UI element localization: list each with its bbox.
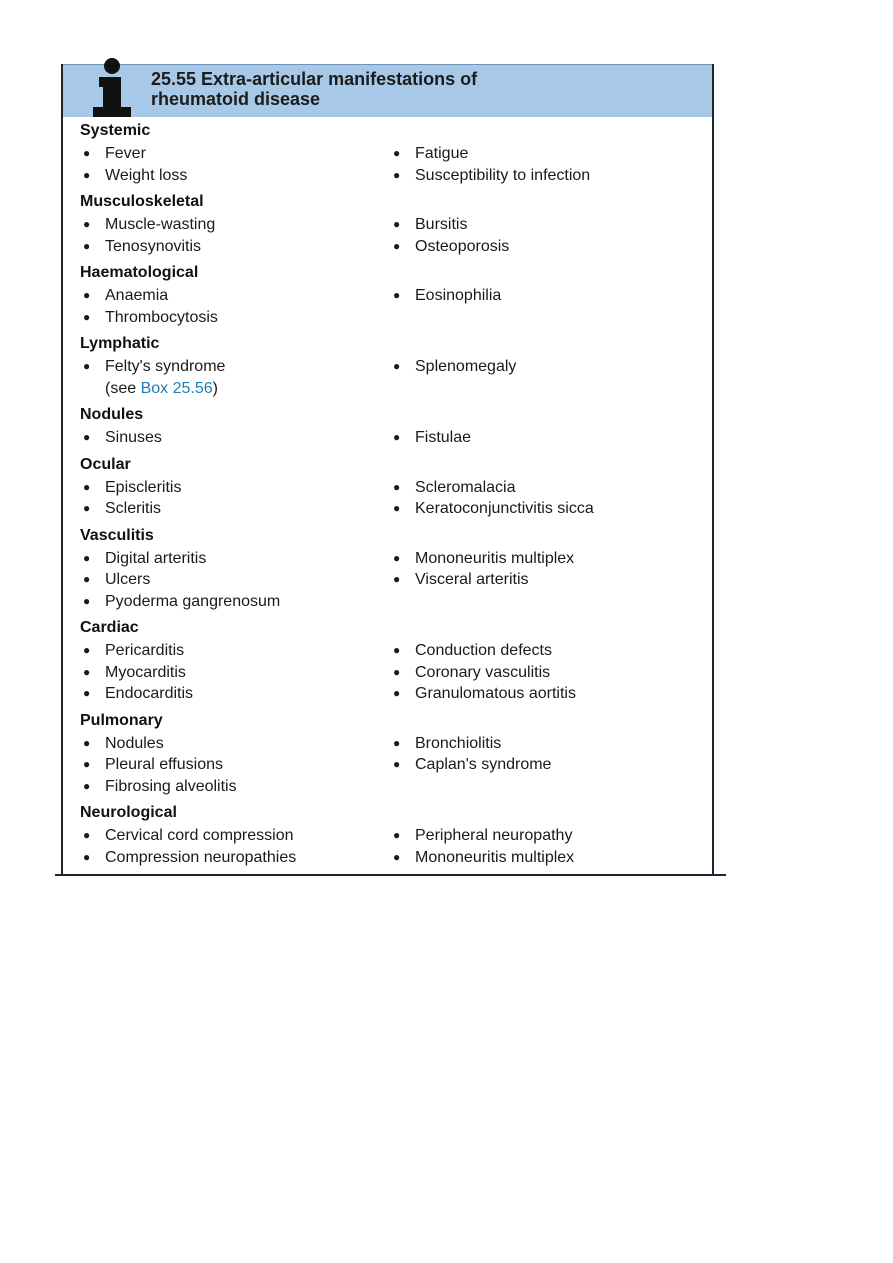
list-item bbox=[390, 640, 700, 662]
bullet-icon: ● bbox=[83, 828, 91, 842]
item-row bbox=[80, 776, 700, 798]
list-item bbox=[80, 356, 380, 399]
section-items bbox=[80, 733, 700, 798]
bullet-icon: ● bbox=[393, 686, 401, 700]
section-items bbox=[80, 356, 700, 399]
list-item bbox=[80, 683, 380, 705]
bullet-icon: ● bbox=[83, 550, 91, 565]
bullet-icon: ● bbox=[83, 757, 91, 771]
list-item-text: Mononeuritis multiplex bbox=[415, 848, 575, 866]
list-item bbox=[80, 143, 380, 165]
list-item bbox=[80, 236, 380, 258]
info-icon bbox=[89, 57, 135, 117]
box-content bbox=[80, 121, 700, 874]
list-item-text: Bursitis bbox=[415, 216, 468, 233]
list-item bbox=[390, 683, 700, 705]
list-item bbox=[80, 569, 380, 591]
bullet-icon: ● bbox=[83, 501, 91, 515]
item-row bbox=[80, 548, 700, 570]
list-item-text: Anaemia bbox=[105, 287, 169, 304]
item-row bbox=[80, 662, 700, 684]
item-row bbox=[80, 683, 700, 705]
section-heading-lymphatic: Lymphatic bbox=[80, 335, 160, 352]
section-heading-vasculitis: Vasculitis bbox=[80, 526, 154, 544]
list-item-text: Compression neuropathies bbox=[105, 848, 297, 866]
list-item-text: Pyoderma gangrenosum bbox=[105, 592, 281, 610]
list-item bbox=[390, 569, 700, 591]
section-heading-nodules: Nodules bbox=[80, 406, 144, 423]
bullet-icon: ● bbox=[393, 479, 401, 494]
section-items bbox=[80, 548, 700, 613]
list-item bbox=[390, 165, 700, 187]
list-item bbox=[390, 143, 700, 165]
item-row bbox=[80, 477, 700, 499]
list-item bbox=[80, 591, 380, 613]
list-item-text: Episcleritis bbox=[105, 478, 182, 496]
list-item-text: Fibrosing alveolitis bbox=[105, 777, 237, 795]
box-title bbox=[151, 69, 691, 109]
item-row bbox=[80, 733, 700, 755]
list-item bbox=[80, 548, 380, 570]
list-item-text: Bronchiolitis bbox=[415, 734, 502, 752]
item-row bbox=[80, 356, 700, 399]
section-heading-musculoskeletal: Musculoskeletal bbox=[80, 193, 204, 210]
list-item-text: Sinuses bbox=[105, 429, 162, 446]
list-item bbox=[80, 754, 380, 776]
bullet-icon: ● bbox=[393, 288, 401, 302]
section-items bbox=[80, 427, 700, 449]
item-row bbox=[80, 236, 700, 258]
list-item-text: Nodules bbox=[105, 734, 164, 752]
list-item bbox=[390, 477, 700, 499]
list-item bbox=[80, 825, 380, 847]
list-item-text: Pleural effusions bbox=[105, 756, 223, 773]
list-item bbox=[390, 847, 700, 869]
list-item bbox=[80, 847, 380, 869]
item-row bbox=[80, 591, 700, 613]
box-title-line-1: 25.55 Extra-articular manifestations of bbox=[151, 69, 478, 89]
list-item bbox=[390, 285, 700, 307]
bullet-icon: ● bbox=[393, 757, 401, 771]
list-item bbox=[80, 776, 380, 798]
list-item-text: Fatigue bbox=[415, 145, 469, 162]
list-item-text: Scleritis bbox=[105, 500, 162, 517]
list-item bbox=[390, 498, 700, 520]
list-item-text: Peripheral neuropathy bbox=[415, 827, 573, 844]
list-item-text: Splenomegaly bbox=[415, 358, 517, 375]
item-row bbox=[80, 847, 700, 869]
bullet-icon: ● bbox=[393, 664, 401, 679]
info-box bbox=[61, 64, 714, 874]
bullet-icon: ● bbox=[83, 146, 91, 160]
list-item-text: Weight loss bbox=[105, 166, 188, 184]
bullet-icon: ● bbox=[83, 686, 91, 700]
list-item bbox=[390, 662, 700, 684]
bullet-icon: ● bbox=[83, 735, 91, 750]
list-item-text: Scleromalacia bbox=[415, 478, 516, 496]
bullet-icon: ● bbox=[83, 572, 91, 586]
item-row bbox=[80, 307, 700, 329]
list-item bbox=[390, 427, 700, 449]
list-item-text: Conduction defects bbox=[415, 642, 552, 659]
cross-reference-prefix: (see bbox=[105, 379, 141, 397]
section-items bbox=[80, 477, 700, 520]
list-item-text: Digital arteritis bbox=[105, 549, 207, 567]
bullet-icon: ● bbox=[83, 778, 91, 793]
bullet-icon: ● bbox=[393, 359, 401, 373]
list-item-text: Tenosynovitis bbox=[105, 237, 202, 255]
list-item-text: Ulcers bbox=[105, 571, 151, 588]
box-reference-link[interactable]: Box 25.56 bbox=[140, 379, 213, 397]
item-row bbox=[80, 569, 700, 591]
bullet-icon: ● bbox=[393, 146, 401, 160]
list-item bbox=[80, 498, 380, 520]
bullet-icon: ● bbox=[393, 430, 401, 444]
list-item-text: Visceral arteritis bbox=[415, 571, 529, 588]
list-item bbox=[390, 356, 700, 378]
section-items bbox=[80, 825, 700, 868]
bullet-icon: ● bbox=[393, 501, 401, 515]
section-heading-neurological: Neurological bbox=[80, 804, 177, 821]
item-row bbox=[80, 285, 700, 307]
list-item-text: Mononeuritis multiplex bbox=[415, 549, 575, 567]
bullet-icon: ● bbox=[393, 550, 401, 565]
bottom-rule bbox=[55, 874, 726, 876]
section-heading-haematological: Haematological bbox=[80, 264, 199, 281]
list-item-text: Muscle-wasting bbox=[105, 216, 216, 233]
bullet-icon: ● bbox=[83, 664, 91, 679]
bullet-icon: ● bbox=[83, 849, 91, 864]
bullet-icon: ● bbox=[393, 217, 401, 231]
bullet-icon: ● bbox=[83, 167, 91, 182]
bullet-icon: ● bbox=[83, 217, 91, 231]
item-row bbox=[80, 640, 700, 662]
list-item-text: Susceptibility to infection bbox=[415, 166, 591, 184]
bullet-icon: ● bbox=[83, 359, 91, 373]
list-item bbox=[390, 733, 700, 755]
bullet-icon: ● bbox=[393, 643, 401, 657]
bullet-icon: ● bbox=[393, 572, 401, 586]
bullet-icon: ● bbox=[83, 593, 91, 608]
item-row bbox=[80, 754, 700, 776]
bullet-icon: ● bbox=[393, 849, 401, 864]
item-row bbox=[80, 143, 700, 165]
cross-reference bbox=[80, 378, 380, 400]
bullet-icon: ● bbox=[393, 238, 401, 253]
bullet-icon: ● bbox=[83, 238, 91, 253]
bullet-icon: ● bbox=[83, 288, 91, 302]
list-item-text: Endocarditis bbox=[105, 685, 194, 702]
item-row bbox=[80, 825, 700, 847]
list-item-text: Fever bbox=[105, 145, 146, 162]
list-item bbox=[390, 236, 700, 258]
list-item-text: Keratoconjunctivitis sicca bbox=[415, 500, 594, 517]
box-title-line-2: rheumatoid disease bbox=[151, 89, 321, 109]
section-items bbox=[80, 640, 700, 705]
section-heading-systemic: Systemic bbox=[80, 122, 151, 139]
list-item-text: Eosinophilia bbox=[415, 287, 502, 304]
list-item-text: Granulomatous aortitis bbox=[415, 685, 576, 702]
list-item bbox=[80, 285, 380, 307]
list-item-text: Coronary vasculitis bbox=[415, 663, 551, 681]
list-item bbox=[390, 825, 700, 847]
list-item bbox=[80, 640, 380, 662]
section-heading-cardiac: Cardiac bbox=[80, 619, 139, 636]
list-item bbox=[80, 165, 380, 187]
list-item bbox=[80, 307, 380, 329]
bullet-icon: ● bbox=[83, 479, 91, 494]
item-row bbox=[80, 214, 700, 236]
list-item-text: Thrombocytosis bbox=[105, 308, 218, 326]
list-item bbox=[390, 548, 700, 570]
section-heading-ocular: Ocular bbox=[80, 455, 131, 473]
list-item bbox=[390, 214, 700, 236]
box-header bbox=[63, 64, 712, 117]
bullet-icon: ● bbox=[393, 167, 401, 182]
list-item-text: Fistulae bbox=[415, 429, 472, 446]
list-item-text: Caplan's syndrome bbox=[415, 756, 552, 773]
bullet-icon: ● bbox=[393, 735, 401, 750]
cross-reference-suffix: ) bbox=[212, 379, 218, 397]
list-item-text: Pericarditis bbox=[105, 642, 185, 659]
bullet-icon: ● bbox=[83, 309, 91, 324]
list-item bbox=[80, 477, 380, 499]
list-item-text: Osteoporosis bbox=[415, 237, 510, 255]
list-item bbox=[390, 754, 700, 776]
bullet-icon: ● bbox=[83, 643, 91, 657]
bullet-icon: ● bbox=[393, 828, 401, 842]
item-row bbox=[80, 165, 700, 187]
list-item-text: Felty's syndrome bbox=[105, 358, 226, 375]
bullet-icon: ● bbox=[83, 430, 91, 444]
list-item bbox=[80, 427, 380, 449]
list-item-text: Myocarditis bbox=[105, 663, 186, 681]
section-items bbox=[80, 143, 700, 186]
list-item bbox=[80, 214, 380, 236]
item-row bbox=[80, 498, 700, 520]
list-item bbox=[80, 662, 380, 684]
list-item-text: Cervical cord compression bbox=[105, 827, 294, 844]
item-row bbox=[80, 427, 700, 449]
section-items bbox=[80, 214, 700, 257]
section-heading-pulmonary: Pulmonary bbox=[80, 711, 163, 729]
section-items bbox=[80, 285, 700, 328]
list-item bbox=[80, 733, 380, 755]
